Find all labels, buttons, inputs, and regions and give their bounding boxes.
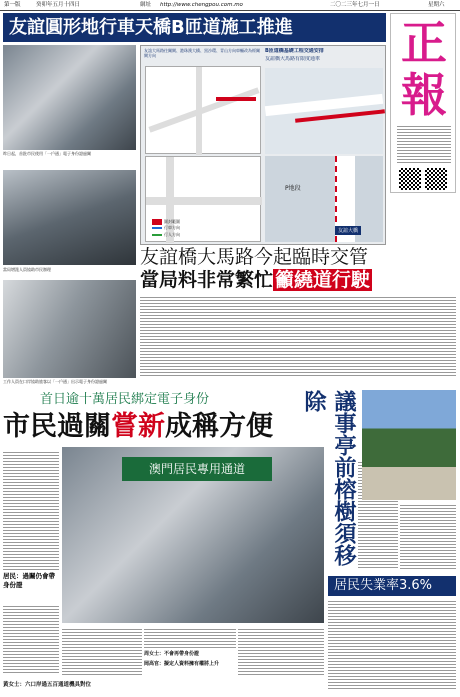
story2-col-text-2 [3, 604, 59, 674]
story1-headline-2b: 籲繞道行駛 [275, 269, 371, 291]
story4-body [328, 599, 456, 691]
story4-headline: 居民失業率3.6% [328, 576, 456, 596]
story2-sub-3: 岡高官：擬定人資料擁有權將上升 [144, 661, 220, 667]
photo-staff [3, 280, 136, 378]
map-label-bridge: 友誼大橋 [335, 226, 361, 235]
website-label: 網址 [140, 2, 152, 8]
masthead-title-zheng: 正 [401, 16, 447, 70]
story1-headline-1: 友誼橋大馬路今起臨時交管 [140, 246, 369, 268]
legend-swatch-closure [152, 219, 162, 225]
story1-body-text [140, 295, 456, 377]
story2-headline-c: 成稱方便 [165, 411, 273, 442]
map-left-panel [145, 66, 261, 154]
photo-border-gates [3, 45, 136, 150]
photo-banyan-tree [362, 390, 456, 500]
story2-body-2 [144, 627, 236, 649]
map-title-left: 友誼大馬路往關閘、港珠澳大橋、黑沙環、青山方向車輛改為經關閘方向 [144, 48, 260, 58]
story3-body-right [400, 503, 456, 570]
story2-headline-a: 市民過關 [3, 411, 111, 442]
caption-3: 工作人員在口岸協助旅客以「一戶通」出示電子身份證過關 [3, 379, 107, 384]
issue-date: 二〇二三年七月一日 [330, 2, 380, 8]
masthead-title-block [390, 13, 456, 193]
story3-headline: 議事亭前榕樹須移除 [301, 390, 356, 566]
map-right-panel [265, 68, 383, 154]
qr-code-icon [399, 168, 421, 190]
caption-1: 昨日起，首批市民使用「一戶通」電子身份證過關 [3, 151, 91, 156]
map-title-right: B匝道橋基礎工程交通安排 [265, 48, 324, 54]
page-number: 第一版 [4, 2, 21, 8]
story2-sub-1: 周女士：不會再帶身份證 [144, 651, 200, 657]
photo-border-hall [62, 447, 324, 623]
story2-col-text [3, 450, 59, 570]
legend-traffic: 行車方向 [164, 225, 180, 230]
legend-swatch-traffic [152, 227, 162, 229]
legend-pedestrian: 行人方向 [164, 232, 180, 237]
story2-headline [3, 410, 326, 444]
map-lower-left [145, 156, 261, 242]
map-subtitle-right: 友誼橋大馬路有限度通車 [265, 56, 321, 62]
story1-banner: 友誼圓形地行車天橋B匝道施工推進 [3, 13, 386, 42]
photo-crowd [3, 170, 136, 265]
story2-headline-b: 嘗新 [111, 411, 165, 442]
weekday: 星期六 [428, 2, 445, 8]
story2-side-quote: 居民：過關仍會帶身份證 [3, 572, 55, 589]
legend-closure: 圍封範圍 [164, 219, 180, 224]
photo-sign: 澳門居民專用通道 [122, 457, 272, 481]
story2-body-3 [238, 627, 324, 675]
qr-code-icon-2 [425, 168, 447, 190]
map-lower-right [265, 156, 383, 242]
masthead-bar [0, 0, 460, 11]
story1-headline-2 [140, 268, 456, 292]
lunar-date: 癸卯年五月十四日 [36, 2, 81, 8]
caption-2: 當局增派人員協助市民辦理 [3, 267, 51, 272]
legend-swatch-pedestrian [152, 234, 162, 236]
story2-kicker: 首日逾十萬居民綁定電子身份 [40, 392, 210, 407]
map-label-p: P地段 [285, 185, 301, 192]
website-link[interactable]: http://www.chengpou.com.mo [160, 2, 243, 8]
masthead-info-text [397, 124, 451, 164]
story2-sub-2: 黃女士：六口岸過五百通道機具對位 [3, 682, 92, 688]
story2-body-1 [62, 627, 142, 675]
masthead-title-bao: 報 [401, 68, 447, 122]
traffic-map [140, 45, 386, 245]
story1-headline-2a: 當局料非常繁忙 [140, 269, 274, 291]
